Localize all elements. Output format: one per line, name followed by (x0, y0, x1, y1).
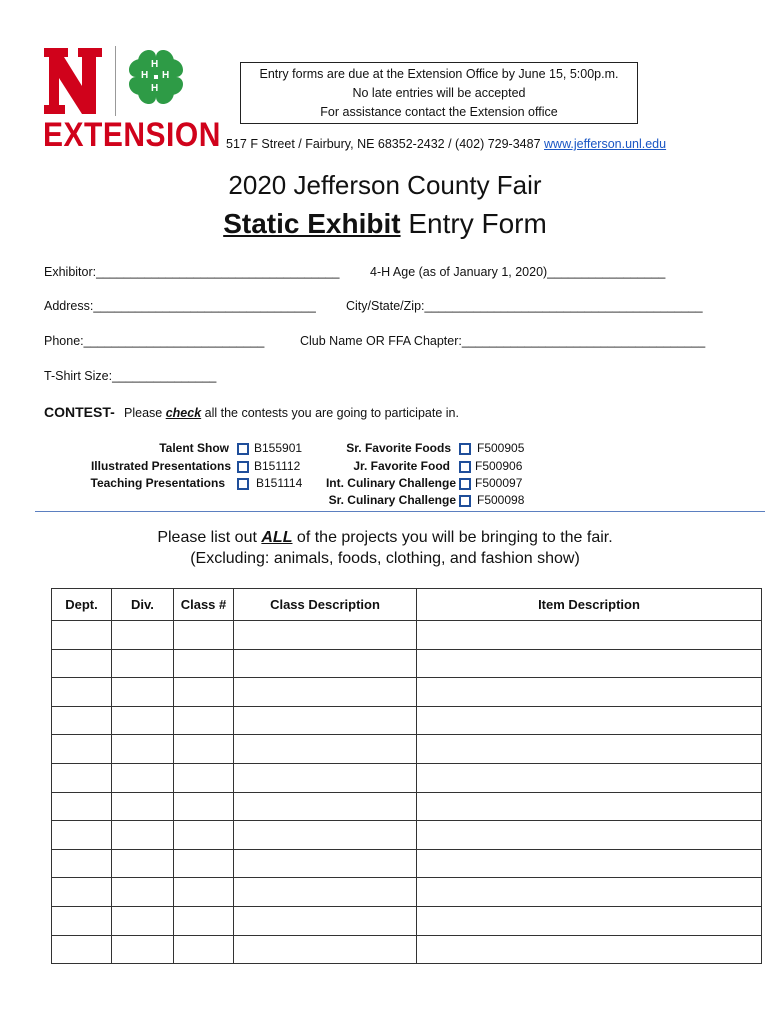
table-cell[interactable] (112, 935, 174, 964)
table-cell[interactable] (417, 906, 762, 935)
nebraska-n-logo (44, 48, 106, 114)
projects-line-post: of the projects you will be bringing to the fair. (292, 529, 613, 546)
table-cell[interactable] (234, 935, 417, 964)
office-address (226, 137, 666, 151)
contest-code: B151114 (256, 476, 303, 490)
contest-checkbox[interactable] (459, 443, 471, 455)
svg-text:H: H (151, 83, 159, 94)
form-title-rest: Entry Form (400, 208, 547, 239)
contest-sub-pre: Please (124, 406, 166, 420)
table-row (52, 678, 762, 707)
page-title: 2020 Jefferson County Fair (228, 170, 542, 200)
address-field[interactable]: Address:________________________________ (44, 299, 316, 313)
section-divider (35, 511, 765, 512)
table-cell[interactable] (174, 706, 234, 735)
contest-label: Int. Culinary Challenge (325, 476, 456, 490)
table-cell[interactable] (417, 706, 762, 735)
table-header-row (52, 589, 762, 621)
table-row (52, 621, 762, 650)
contest-heading: CONTEST- (44, 404, 115, 420)
contest-checkbox[interactable] (459, 461, 471, 473)
table-cell[interactable] (174, 906, 234, 935)
table-cell[interactable] (417, 735, 762, 764)
column-header: Item Description (417, 589, 762, 621)
contest-code: B155901 (254, 441, 303, 455)
projects-exclusion-note: (Excluding: animals, foods, clothing, and fashion show) (190, 550, 580, 567)
table-row (52, 878, 762, 907)
table-cell[interactable] (52, 678, 112, 707)
table-cell[interactable] (234, 792, 417, 821)
table-cell[interactable] (52, 763, 112, 792)
contest-instructions (124, 406, 459, 420)
table-cell[interactable] (52, 649, 112, 678)
table-row (52, 649, 762, 678)
table-cell[interactable] (174, 735, 234, 764)
table-cell[interactable] (234, 763, 417, 792)
table-cell[interactable] (112, 792, 174, 821)
contest-code: F500098 (477, 493, 525, 507)
table-cell[interactable] (234, 821, 417, 850)
table-cell[interactable] (112, 849, 174, 878)
contest-code: F500906 (475, 459, 523, 473)
contest-label: Teaching Presentations (90, 476, 225, 490)
table-row (52, 849, 762, 878)
table-cell[interactable] (52, 878, 112, 907)
table-cell[interactable] (52, 706, 112, 735)
column-header: Class # (174, 589, 234, 621)
contest-label: Sr. Favorite Foods (346, 441, 451, 455)
exhibitor-field[interactable]: Exhibitor:___________________________________ (44, 265, 340, 279)
table-cell[interactable] (174, 849, 234, 878)
form-title (0, 208, 770, 240)
table-cell[interactable] (112, 678, 174, 707)
projects-line-pre: Please list out (157, 529, 262, 546)
svg-text:H: H (141, 70, 149, 81)
table-cell[interactable] (234, 906, 417, 935)
contest-label: Jr. Favorite Food (353, 459, 450, 473)
contest-label: Illustrated Presentations (90, 459, 231, 473)
table-cell[interactable] (52, 849, 112, 878)
projects-instruction (0, 529, 770, 547)
table-cell[interactable] (417, 763, 762, 792)
notice-line: Entry forms are due at the Extension Office by June 15, 5:00p.m. (259, 67, 619, 81)
table-cell[interactable] (234, 735, 417, 764)
club-name-field[interactable]: Club Name OR FFA Chapter:___________________________________ (300, 334, 706, 348)
table-cell[interactable] (52, 935, 112, 964)
table-cell[interactable] (112, 621, 174, 650)
table-cell[interactable] (112, 821, 174, 850)
table-cell[interactable] (112, 735, 174, 764)
column-header: Div. (112, 589, 174, 621)
table-cell[interactable] (417, 649, 762, 678)
form-title-bold: Static Exhibit (223, 208, 401, 239)
table-row (52, 935, 762, 964)
phone-field[interactable]: Phone:__________________________ (44, 334, 265, 348)
table-cell[interactable] (174, 878, 234, 907)
table-cell[interactable] (234, 706, 417, 735)
table-cell[interactable] (234, 621, 417, 650)
projects-table (51, 588, 762, 964)
contest-code: F500097 (475, 476, 523, 490)
table-cell[interactable] (417, 821, 762, 850)
contest-code: F500905 (477, 441, 525, 455)
table-cell[interactable] (417, 849, 762, 878)
contest-label: Talent Show (159, 441, 229, 455)
table-cell[interactable] (52, 906, 112, 935)
table-cell[interactable] (52, 735, 112, 764)
table-cell[interactable] (112, 906, 174, 935)
table-cell[interactable] (174, 935, 234, 964)
contest-checkbox[interactable] (237, 461, 249, 473)
table-cell[interactable] (417, 935, 762, 964)
age-field[interactable]: 4-H Age (as of January 1, 2020)_________________ (370, 265, 666, 279)
table-row (52, 906, 762, 935)
table-cell[interactable] (112, 649, 174, 678)
table-cell[interactable] (174, 649, 234, 678)
table-cell[interactable] (174, 678, 234, 707)
logo-divider (115, 46, 116, 116)
table-row (52, 735, 762, 764)
table-cell[interactable] (174, 621, 234, 650)
column-header: Class Description (234, 589, 417, 621)
table-cell[interactable] (417, 621, 762, 650)
table-cell[interactable] (417, 878, 762, 907)
city-state-zip-field[interactable]: City/State/Zip:________________________________________ (346, 299, 703, 313)
table-cell[interactable] (174, 821, 234, 850)
table-cell[interactable] (112, 763, 174, 792)
table-cell[interactable] (174, 763, 234, 792)
table-cell[interactable] (234, 649, 417, 678)
contest-label: Sr. Culinary Challenge (328, 493, 456, 507)
projects-line-all: ALL (261, 529, 293, 546)
table-row (52, 821, 762, 850)
contest-checkbox[interactable] (237, 443, 249, 455)
table-cell[interactable] (234, 849, 417, 878)
table-cell[interactable] (417, 678, 762, 707)
contest-sub-check: check (165, 406, 202, 420)
table-cell[interactable] (234, 678, 417, 707)
table-cell[interactable] (234, 878, 417, 907)
table-cell[interactable] (52, 792, 112, 821)
notice-line: For assistance contact the Extension office (320, 105, 558, 119)
table-row (52, 792, 762, 821)
table-cell[interactable] (174, 792, 234, 821)
table-row (52, 763, 762, 792)
table-cell[interactable] (112, 706, 174, 735)
deadline-notice-box (240, 62, 638, 124)
tshirt-size-field[interactable]: T-Shirt Size:_______________ (44, 369, 217, 383)
column-header: Dept. (52, 589, 112, 621)
website-link[interactable]: www.jefferson.unl.edu (544, 137, 667, 151)
table-cell[interactable] (112, 878, 174, 907)
svg-text:H: H (162, 70, 170, 81)
contest-checkbox[interactable] (459, 478, 471, 490)
table-row (52, 706, 762, 735)
svg-text:H: H (151, 59, 159, 70)
address-text: 517 F Street / Fairbury, NE 68352-2432 / (402) 729-3487 (226, 137, 545, 151)
table-cell[interactable] (417, 792, 762, 821)
contest-code: B151112 (254, 459, 301, 473)
contest-checkbox[interactable] (237, 478, 249, 490)
table-cell[interactable] (52, 621, 112, 650)
extension-wordmark: EXTENSION (43, 116, 221, 154)
notice-line: No late entries will be accepted (352, 86, 526, 100)
contest-sub-post: all the contests you are going to participate in. (201, 406, 459, 420)
table-cell[interactable] (52, 821, 112, 850)
4h-clover-icon (125, 46, 187, 108)
contest-checkbox[interactable] (459, 495, 471, 507)
